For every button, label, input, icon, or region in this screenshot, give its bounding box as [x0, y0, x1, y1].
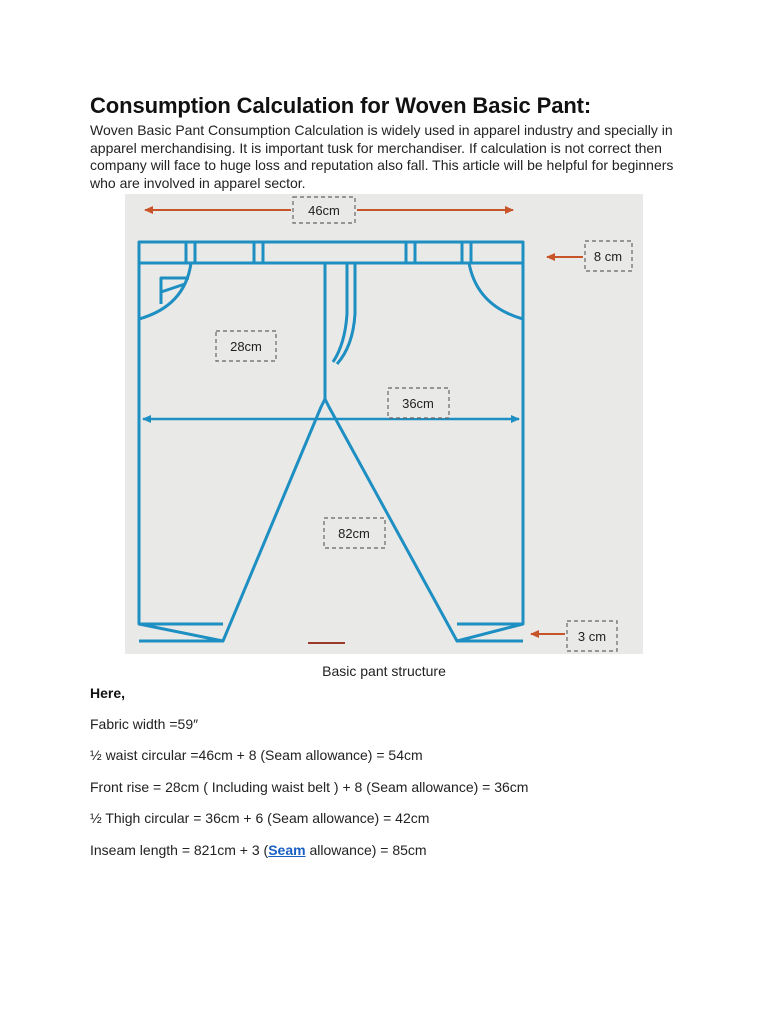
label-inseam: 82cm: [338, 526, 370, 541]
label-waist: 46cm: [308, 203, 340, 218]
figure-caption: Basic pant structure: [322, 663, 446, 679]
label-thigh: 36cm: [402, 396, 434, 411]
calc-line-thigh: ½ Thigh circular = 36cm + 6 (Seam allowance) = 42cm: [90, 810, 430, 826]
inseam-text-before: Inseam length = 821cm + 3 (: [90, 842, 269, 858]
label-hem: 3 cm: [577, 629, 607, 644]
inseam-text-after: allowance) = 85cm: [305, 842, 427, 858]
pant-outline: [139, 242, 523, 641]
pant-diagram: [125, 194, 643, 654]
seam-link[interactable]: Seam: [268, 842, 306, 858]
label-rise: 28cm: [230, 339, 262, 354]
calc-line-waist: ½ waist circular =46cm + 8 (Seam allowance) = 54cm: [90, 747, 423, 763]
intro-paragraph: Woven Basic Pant Consumption Calculation is widely used in apparel industry and specially in apparel merchandising. It is important tusk for merchandiser. If calculation is not correct then company will face to huge loss and reputation also fall. This article will be helpful for beginners who are involved in apparel sector.: [90, 122, 674, 191]
calc-line-front-rise: Front rise = 28cm ( Including waist belt ) + 8 (Seam allowance) = 36cm: [90, 779, 529, 795]
calc-line-inseam: [90, 842, 427, 858]
calc-heading: Here,: [90, 685, 126, 701]
article-title: Consumption Calculation for Woven Basic Pant:: [90, 93, 592, 118]
label-belt: 8 cm: [593, 249, 623, 264]
calc-line-fabric-width: Fabric width =59″: [90, 716, 199, 732]
